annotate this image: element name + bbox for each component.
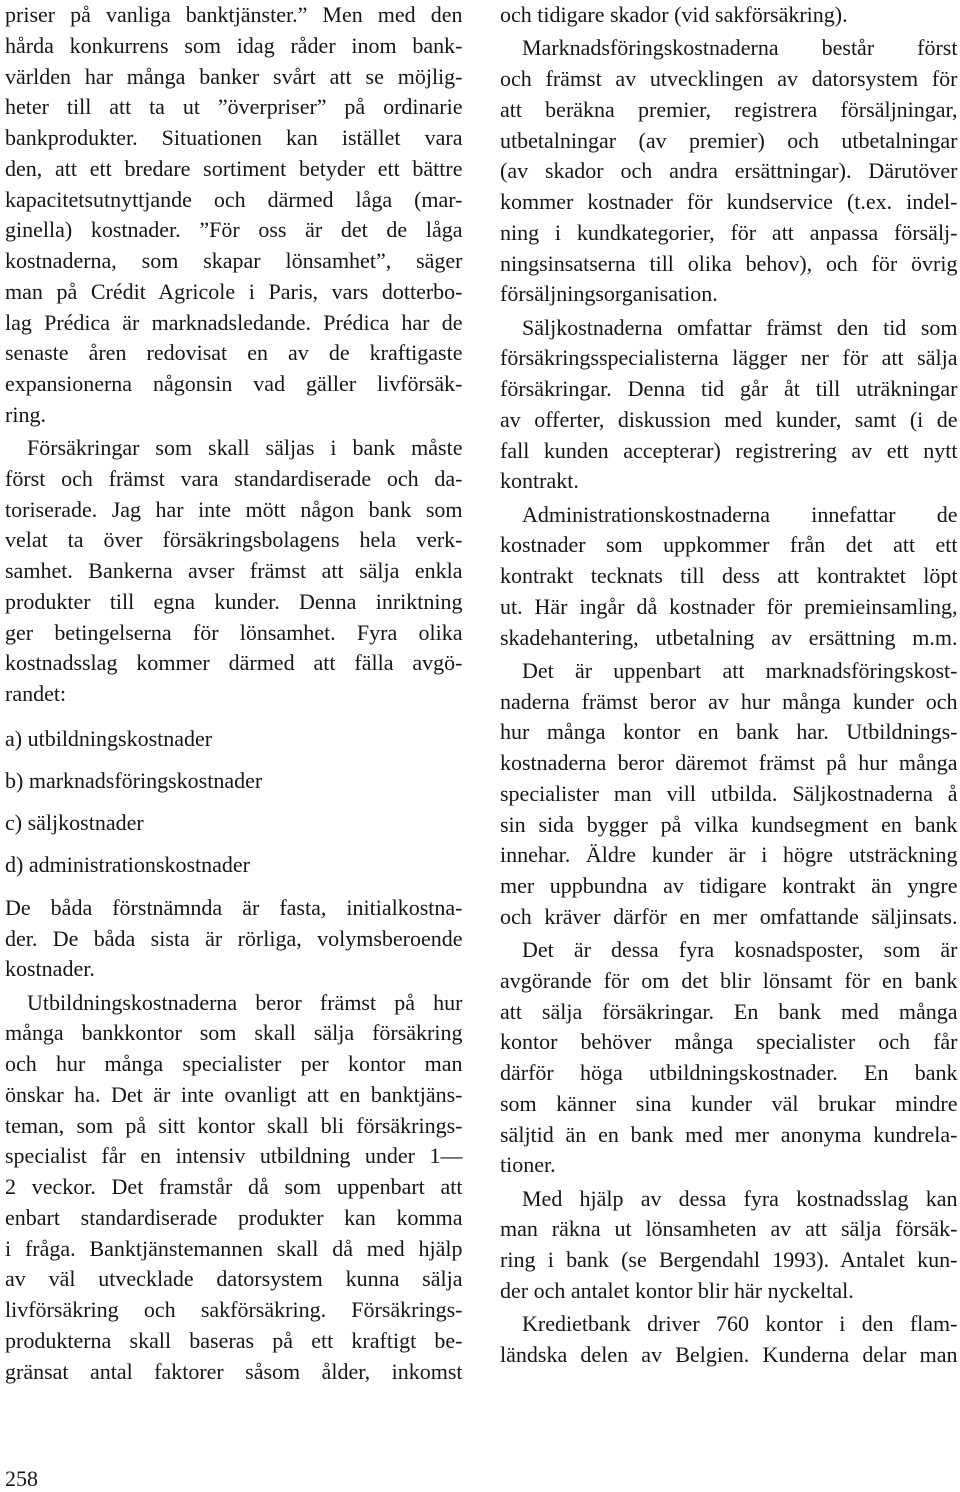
text-line: man på Crédit Agricole i Paris, vars dotterbo-	[5, 278, 463, 304]
paragraph	[500, 935, 958, 1181]
paragraph	[500, 33, 958, 310]
text-line: först och främst vara standardiserade och da-	[5, 465, 463, 491]
paragraph	[500, 1309, 958, 1371]
text-line: expansionerna någonsin vad gäller livförsäk-	[5, 371, 463, 396]
paragraph	[5, 988, 463, 1388]
text-line: försäljningsorganisation.	[500, 281, 718, 307]
text-line: Marknadsföringskostnaderna består först	[522, 35, 958, 61]
text-line: att sälja försäkringar. En bank med många	[500, 998, 958, 1024]
text-line: den, att ett bredare sortiment betyder ett bättre	[5, 155, 463, 181]
text-line: ningsinsatserna till olika behov), och för övrig	[500, 250, 958, 276]
text-line: naderna främst beror av hur många kunder och	[500, 688, 958, 714]
text-line: kostnadsslag kommer därmed att fälla avgö-	[5, 650, 463, 676]
text-line: teman, som på sitt kontor skall bli försäkrings-	[5, 1112, 463, 1138]
text-line: kapacitetsutnyttjande och därmed låga (mar-	[5, 186, 463, 212]
text-line: Det är uppenbart att marknadsföringskost-	[522, 657, 958, 683]
paragraph	[500, 500, 958, 654]
text-line: samhet. Bankerna avser främst att sälja enkla	[5, 558, 463, 583]
text-line: kontrakt.	[500, 468, 579, 494]
text-line: toriserade. Jag har inte mött någon bank som	[5, 496, 463, 522]
text-line: sin sida bygger på vilka kundsegment en bank	[500, 811, 958, 837]
list-item: c) säljkostnader	[5, 810, 144, 836]
page-number: 258	[5, 1466, 38, 1491]
text-line: många bankkontor som skall sälja försäkring	[5, 1020, 463, 1046]
paragraph	[500, 656, 958, 933]
text-line: säljtid än en bank med mer anonyma kundrela-	[500, 1121, 958, 1147]
text-line: Kredietbank driver 760 kontor i den flam-	[522, 1311, 958, 1336]
text-line: skadehantering, utbetalning av ersättning m.m.	[500, 624, 958, 650]
text-line: randet:	[5, 681, 67, 706]
text-line: ländska delen av Belgien. Kunderna delar man	[500, 1341, 958, 1367]
text-line: av offerter, diskussion med kunder, samt (i de	[500, 406, 958, 432]
text-line: i fråga. Banktjänstemannen skall då med hjälp	[5, 1235, 463, 1261]
paragraph	[5, 0, 463, 431]
text-line: lag Prédica är marknadsledande. Prédica har de	[5, 309, 463, 335]
paragraph	[500, 313, 958, 498]
text-line: ginella) kostnader. ”För oss är det de låga	[5, 217, 463, 243]
text-line: De båda förstnämnda är fasta, initialkostna-	[5, 894, 463, 920]
text-line: kommer kostnader för kundservice (t.ex. indel-	[500, 189, 958, 214]
text-line: kontor behöver många specialister och får	[500, 1029, 958, 1055]
text-line: Utbildningskostnaderna beror främst på hur	[27, 989, 463, 1015]
list-item: d) administrationskostnader	[5, 852, 251, 878]
text-line: 2 veckor. Det framstår då som uppenbart att	[5, 1174, 463, 1199]
text-line: senaste åren redovisat en av de kraftigaste	[5, 340, 463, 366]
text-line: att beräkna premier, registrera försäljningar,	[500, 96, 958, 122]
text-line: specialister man vill utbilda. Säljkostnaderna å	[500, 780, 958, 806]
text-line: utbetalningar (av premier) och utbetalningar	[500, 127, 958, 153]
text-line: livförsäkring och sakförsäkring. Försäkrings-	[5, 1297, 463, 1322]
text-line: världen har många banker svårt att se möjlig-	[5, 63, 463, 89]
text-line: Säljkostnaderna omfattar främst den tid som	[522, 314, 958, 340]
text-line: heter till att ta ut ”överpriser” på ordinarie	[5, 94, 463, 120]
text-line: och hur många specialister per kontor man	[5, 1051, 463, 1076]
text-line: der. De båda sista är rörliga, volymsberoende	[5, 925, 463, 951]
text-line: innehar. Äldre kunder är i högre utsträckning	[500, 842, 958, 868]
text-line: der och antalet kontor blir här nyckeltal.	[500, 1277, 854, 1303]
text-line: försäkringar. Denna tid går åt till uträkningar	[500, 376, 958, 401]
text-line: hur många kontor en bank har. Utbildnings-	[500, 719, 958, 745]
text-line: gränsat antal faktorer såsom ålder, inkomst	[5, 1358, 463, 1384]
text-line: som känner sina kunder väl brukar mindre	[500, 1090, 958, 1116]
text-line: hårda konkurrens som idag råder inom bank-	[5, 32, 463, 58]
text-line: försäkringsspecialisterna lägger ner för att sälja	[500, 345, 958, 371]
text-line: ut. Här ingår då kostnader för premieinsamling,	[500, 593, 958, 619]
left-column	[5, 0, 463, 1387]
text-line: kostnader som uppkommer från det att ett	[500, 532, 958, 558]
text-line: produkterna skall baseras på ett kraftigt be-	[5, 1327, 463, 1353]
paragraph	[500, 0, 958, 31]
text-line: priser på vanliga banktjänster.” Men med den	[5, 2, 463, 27]
text-line: produkter till egna kunder. Denna inriktning	[5, 588, 463, 614]
text-line: därför höga utbildningskostnader. En bank	[500, 1060, 958, 1085]
text-line: ger betingelserna för lönsamhet. Fyra olika	[5, 619, 463, 645]
text-line: Med hjälp av dessa fyra kostnadsslag kan	[522, 1185, 958, 1211]
text-line: velat ta över försäkringsbolagens hela verk-	[5, 527, 463, 553]
text-line: och kräver därför en mer omfattande säljinsats.	[500, 903, 958, 929]
text-line: avgörande för om det blir lönsamt för en bank	[500, 967, 958, 993]
text-line: man räkna ut lönsamheten av att sälja försäk-	[500, 1216, 958, 1242]
text-line: mer uppbundna av tidigare kontrakt än yngre	[500, 873, 958, 898]
text-line: Det är dessa fyra kosnadsposter, som är	[522, 937, 958, 962]
text-line: ring.	[5, 401, 46, 427]
list-item: b) marknadsföringskostnader	[5, 768, 263, 794]
text-line: kontrakt tecknats till dess att kontraktet löpt	[500, 563, 958, 588]
text-line: ning i kundkategorier, för att anpassa försälj-	[500, 219, 958, 245]
text-line: bankprodukter. Situationen kan istället vara	[5, 125, 463, 150]
text-line: (av skador och andra ersättningar). Därutöver	[500, 158, 958, 184]
text-line: kostnaderna beror däremot främst på hur många	[500, 750, 958, 775]
right-column	[500, 0, 958, 1371]
text-line: av väl utvecklade datorsystem kunna sälja	[5, 1266, 463, 1292]
paragraph	[500, 1184, 958, 1307]
text-line: ring i bank (se Bergendahl 1993). Antalet kun-	[500, 1247, 958, 1272]
text-line: tioner.	[500, 1152, 556, 1178]
paragraph	[5, 433, 463, 710]
cost-type-list	[5, 718, 463, 886]
text-line: specialist får en intensiv utbildning under 1—	[5, 1143, 463, 1169]
text-line: önskar ha. Det är inte ovanligt att en banktjäns-	[5, 1081, 463, 1107]
text-line: Administrationskostnaderna innefattar de	[522, 501, 958, 527]
text-line: kostnader.	[5, 956, 95, 982]
text-line: enbart standardiserade produkter kan komma	[5, 1204, 463, 1230]
text-line: och främst av utvecklingen av datorsystem för	[500, 66, 958, 91]
text-line: och tidigare skador (vid sakförsäkring).	[500, 2, 848, 27]
paragraph	[5, 893, 463, 985]
text-line: fall kunden accepterar) registrering av ett nytt	[500, 437, 958, 463]
text-line: kostnaderna, som skapar lönsamhet”, säger	[5, 248, 463, 273]
list-item: a) utbildningskostnader	[5, 726, 213, 752]
text-line: Försäkringar som skall säljas i bank måste	[27, 435, 463, 460]
